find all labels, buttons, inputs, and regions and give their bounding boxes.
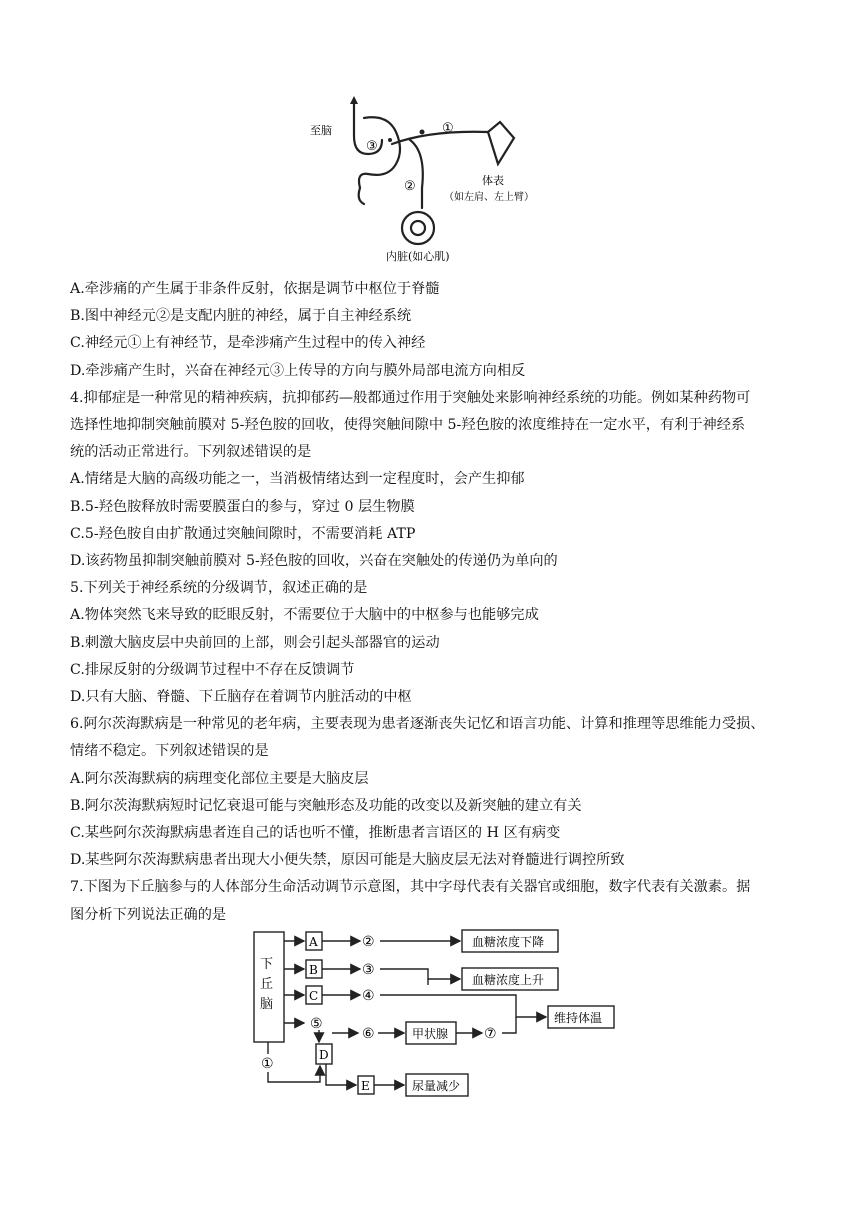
q4-option-a: A.情绪是大脑的高级功能之一，当消极情绪达到一定程度时，会产生抑郁 [70, 471, 525, 488]
hormone-2: ② [362, 934, 375, 950]
q3-option-c: C.神经元①上有神经节，是牵涉痛产生过程中的传入神经 [70, 335, 426, 352]
q3-option-d: D.牵涉痛产生时，兴奋在神经元③上传导的方向与膜外局部电流方向相反 [70, 362, 526, 379]
question-text [70, 276, 800, 929]
label-viscera: 内脏(如心肌) [386, 250, 450, 263]
label-body-surface-example: （如左肩、左上臂） [444, 192, 534, 203]
q3-option-b: B.图中神经元②是支配内脏的神经，属于自主神经系统 [70, 308, 412, 325]
body-surface-receptor [488, 122, 514, 164]
hormone-4: ④ [362, 988, 375, 1004]
q5-stem: 5.下列关于神经系统的分级调节，叙述正确的是 [70, 580, 368, 597]
label-body-surface: 体表 [482, 174, 504, 187]
label-e: E [361, 1079, 370, 1093]
ganglion-dot [420, 130, 425, 135]
q6-option-c: C.某些阿尔茨海默病患者连自己的话也听不懂，推断患者言语区的 H 区有病变 [70, 825, 561, 842]
q3-option-a: A.牵涉痛的产生属于非条件反射，依据是调节中枢位于脊髓 [70, 281, 440, 297]
hormone-3: ③ [362, 962, 375, 978]
urine-less-label: 尿量减少 [412, 1079, 461, 1093]
neuron-1-fiber [392, 132, 488, 144]
hormone-1: ① [261, 1056, 274, 1072]
label-to-brain: 至脑 [310, 124, 332, 137]
q7-stem-line2: 图分析下列说法正确的是 [70, 906, 227, 923]
q5-option-c: C.排尿反射的分级调节过程中不存在反馈调节 [70, 661, 355, 678]
label-c: C [309, 989, 319, 1003]
q6-option-d: D.某些阿尔茨海默病患者出现大小便失禁，原因可能是大脑皮层无法对脊髓进行调控所致 [70, 852, 625, 869]
q6-option-b: B.阿尔茨海默病短时记忆衰退可能与突触形态及功能的改变以及新突触的建立有关 [70, 797, 582, 814]
glucose-down-label: 血糖浓度下降 [472, 935, 545, 949]
q4-option-d: D.该药物虽抑制突触前膜对 5-羟色胺的回收，兴奋在突触处的传递仍为单向的 [70, 553, 558, 570]
q6-option-a: A.阿尔茨海默病的病理变化部位主要是大脑皮层 [70, 770, 369, 787]
label-d: D [319, 1048, 329, 1062]
referred-pain-diagram [310, 92, 560, 264]
hypothalamus-label-2: 丘 [260, 977, 274, 992]
q7-stem-line1: 7.下图为下丘脑参与的人体部分生命活动调节示意图，其中字母代表有关器官或细胞，数字代表有关激素。据 [70, 879, 751, 896]
viscera-inner [411, 221, 425, 235]
q5-option-a: A.物体突然飞来导致的眨眼反射，不需要位于大脑中的中枢参与也能够完成 [70, 607, 539, 624]
label-neuron-1: ① [442, 121, 454, 136]
hormone-5: ⑤ [310, 1016, 323, 1032]
q6-stem-line1: 6.阿尔茨海默病是一种常见的老年病，主要表现为患者逐渐丧失记忆和语言功能、计算和推理等思维能力受损、 [70, 716, 765, 733]
hypothalamus-label-3: 脑 [260, 997, 274, 1012]
q4-stem-line1: 4.抑郁症是一种常见的精神疾病，抗抑郁药—般都通过作用于突触处来影响神经系统的功能。例如某种药物可 [70, 389, 751, 406]
label-b: B [309, 963, 318, 977]
q5-option-d: D.只有大脑、脊髓、下丘脑存在着调节内脏活动的中枢 [70, 689, 412, 706]
label-neuron-3: ③ [366, 139, 378, 154]
hypothalamus-regulation-diagram [246, 926, 618, 1102]
viscera-outer [402, 212, 434, 244]
label-neuron-2: ② [404, 179, 416, 194]
q4-option-b: B.5-羟色胺释放时需要膜蛋白的参与，穿过 0 层生物膜 [70, 498, 415, 515]
maintain-temp-label: 维持体温 [554, 1011, 603, 1025]
q5-option-b: B.刺激大脑皮层中央前回的上部，则会引起头部器官的运动 [70, 634, 440, 651]
label-a: A [309, 935, 318, 949]
hormone-6: ⑥ [362, 1026, 375, 1042]
glucose-up-label: 血糖浓度上升 [472, 973, 545, 987]
q4-stem-line3: 统的活动正常进行。下列叙述错误的是 [70, 444, 312, 461]
q4-option-c: C.5-羟色胺自由扩散通过突触间隙时，不需要消耗 ATP [70, 525, 416, 542]
q6-stem-line2: 情绪不稳定。下列叙述错误的是 [70, 743, 269, 760]
q4-stem-line2: 选择性地抑制突触前膜对 5-羟色胺的回收，使得突触间隙中 5-羟色胺的浓度维持在一定水平，有利于神经系 [70, 417, 746, 434]
thyroid-label: 甲状腺 [412, 1027, 449, 1041]
hypothalamus-label-1: 下 [260, 957, 274, 972]
hormone-7: ⑦ [484, 1026, 497, 1042]
neuron-2-fiber [410, 140, 423, 208]
